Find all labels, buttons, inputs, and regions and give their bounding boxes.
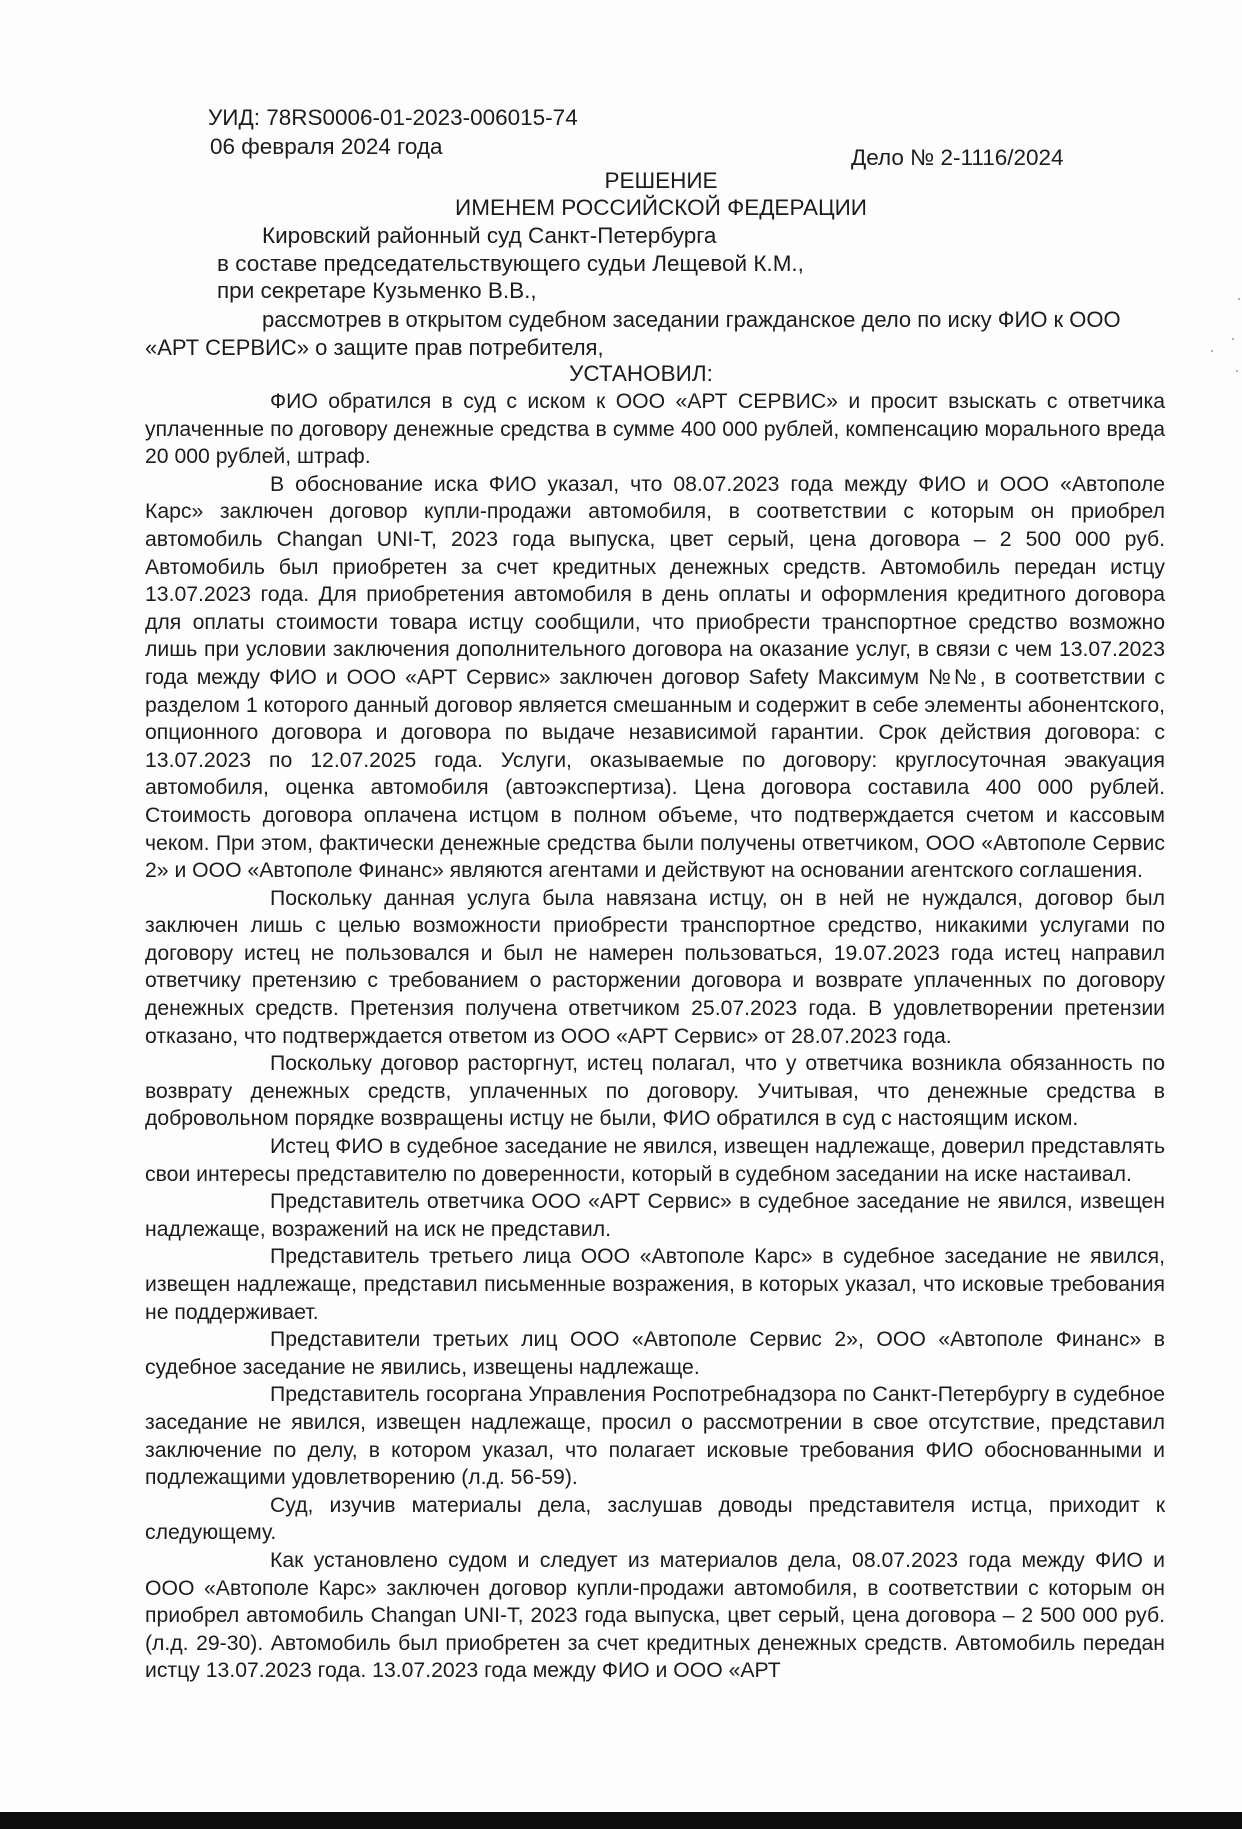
case-uid: УИД: 78RS0006-01-2023-006015-74 [208,105,578,130]
paragraph: В обоснование иска ФИО указал, что 08.07.2023 года между ФИО и ООО «Автополе Карс» заключен договор купли-продажи автомобиля, в соответствии с которым он приобрел автомобиль Changan UNI-T, 2023 года выпуска, цвет серый, цена договора – 2 500 000 руб. Автомобиль был приобретен за счет кредитных денежных средств. Автомобиль передан истцу 13.07.2023 года. Для приобретения автомобиля в день оплаты и оформления кредитного договора для оплаты стоимости товара истцу сообщили, что приобрести транспортное средство возможно лишь при условии заключения дополнительного договора на оказание услуг, в связи с чем 13.07.2023 года между ФИО и ООО «АРТ Сервис» заключен договор Safety Максимум №№, в соответствии с разделом 1 которого данный договор является смешанным и содержит в себе элементы абонентского, опционного договора и договора по выдаче независимой гарантии. Срок действия договора: с 13.07.2023 по 12.07.2025 года. Услуги, оказываемые по договору: круглосуточная эвакуация автомобиля, оценка автомобиля (автоэкспертиза). Цена договора составила 400 000 рублей. Стоимость договора оплачена истцом в полном объеме, что подтверждается счетом и кассовым чеком. При этом, фактически денежные средства были получены ответчиком, ООО «Автополе Сервис 2» и ООО «Автополе Финанс» являются агентами и действуют на основании агентского соглашения. [145,472,1165,883]
scan-bottom-edge [0,1812,1242,1829]
document-title: РЕШЕНИЕ [604,168,718,193]
scan-speck [1232,338,1234,340]
considering-line-2: «АРТ СЕРВИС» о защите прав потребителя, [145,335,604,360]
scan-speck [1238,298,1240,300]
considering-line-1: рассмотрев в открытом судебном заседании гражданское дело по иску ФИО к ООО [262,307,1121,332]
established-heading: УСТАНОВИЛ: [569,361,713,386]
paragraph: Поскольку договор расторгнут, истец полагал, что у ответчика возникла обязанность по возврату денежных средств, уплаченных по договору. Учитывая, что денежные средства в добровольном порядке возвращены истцу не были, ФИО обратился в суд с настоящим иском. [145,1052,1165,1131]
court-composition: в составе председательствующего судьи Лещевой К.М., [217,251,804,276]
paragraph: Представитель госоргана Управления Роспотребнадзора по Санкт-Петербургу в судебное заседание не явился, извещен надлежаще, просил о рассмотрении в свое отсутствие, представил заключение по делу, в котором указал, что полагает исковые требования ФИО обоснованными и подлежащими удовлетворению (л.д. 56-59). [145,1383,1165,1490]
paragraph: Представитель третьего лица ООО «Автополе Карс» в судебное заседание не явился, извещен надлежаще, представил письменные возражения, в которых указал, что исковые требования не поддерживает. [145,1245,1165,1324]
scan-speck [1236,370,1238,372]
scan-speck [1211,350,1213,352]
decision-body [145,388,1165,1685]
paragraph: Представитель ответчика ООО «АРТ Сервис» в судебное заседание не явился, извещен надлежаще, возражений на иск не представил. [145,1190,1165,1241]
paragraph: ФИО обратился в суд с иском к ООО «АРТ СЕРВИС» и просит взыскать с ответчика уплаченные по договору денежные средства в сумме 400 000 рублей, компенсацию морального вреда 20 000 рублей, штраф. [145,390,1165,469]
decision-date: 06 февраля 2024 года [210,134,443,159]
paragraph: Суд, изучив материалы дела, заслушав доводы представителя истца, приходит к следующему. [145,1493,1165,1545]
paragraph: Представители третьих лиц ООО «Автополе Сервис 2», ООО «Автополе Финанс» в судебное заседание не явились, извещены надлежаще. [145,1328,1165,1379]
case-number: Дело № 2-1116/2024 [851,145,1064,170]
document-subtitle: ИМЕНЕМ РОССИЙСКОЙ ФЕДЕРАЦИИ [455,195,867,220]
paragraph: Истец ФИО в судебное заседание не явился, извещен надлежаще, доверил представлять свои интересы представителю по доверенности, который в судебном заседании на иске настаивал. [145,1135,1165,1186]
court-name: Кировский районный суд Санкт-Петербурга [262,223,717,248]
paragraph: Поскольку данная услуга была навязана истцу, он в ней не нуждался, договор был заключен лишь с целью возможности приобрести транспортное средство, никакими услугами по договору истец не пользовался и был не намерен пользоваться, 19.07.2023 года истец направил ответчику претензию с требованием о расторжении договора и возврате уплаченных по договору денежных средств. Претензия получена ответчиком 25.07.2023 года. В удовлетворении претензии отказано, что подтверждается ответом из ООО «АРТ Сервис» от 28.07.2023 года. [145,886,1165,1048]
court-secretary: при секретаре Кузьменко В.В., [217,278,537,303]
paragraph: Как установлено судом и следует из материалов дела, 08.07.2023 года между ФИО и ООО «Автополе Карс» заключен договор купли-продажи автомобиля, в соответствии с которым он приобрел автомобиль Changan UNI-T, 2023 года выпуска, цвет серый, цена договора – 2 500 000 руб. (л.д. 29-30). Автомобиль был приобретен за счет кредитных денежных средств. Автомобиль передан истцу 13.07.2023 года. 13.07.2023 года между ФИО и ООО «АРТ [145,1548,1165,1683]
